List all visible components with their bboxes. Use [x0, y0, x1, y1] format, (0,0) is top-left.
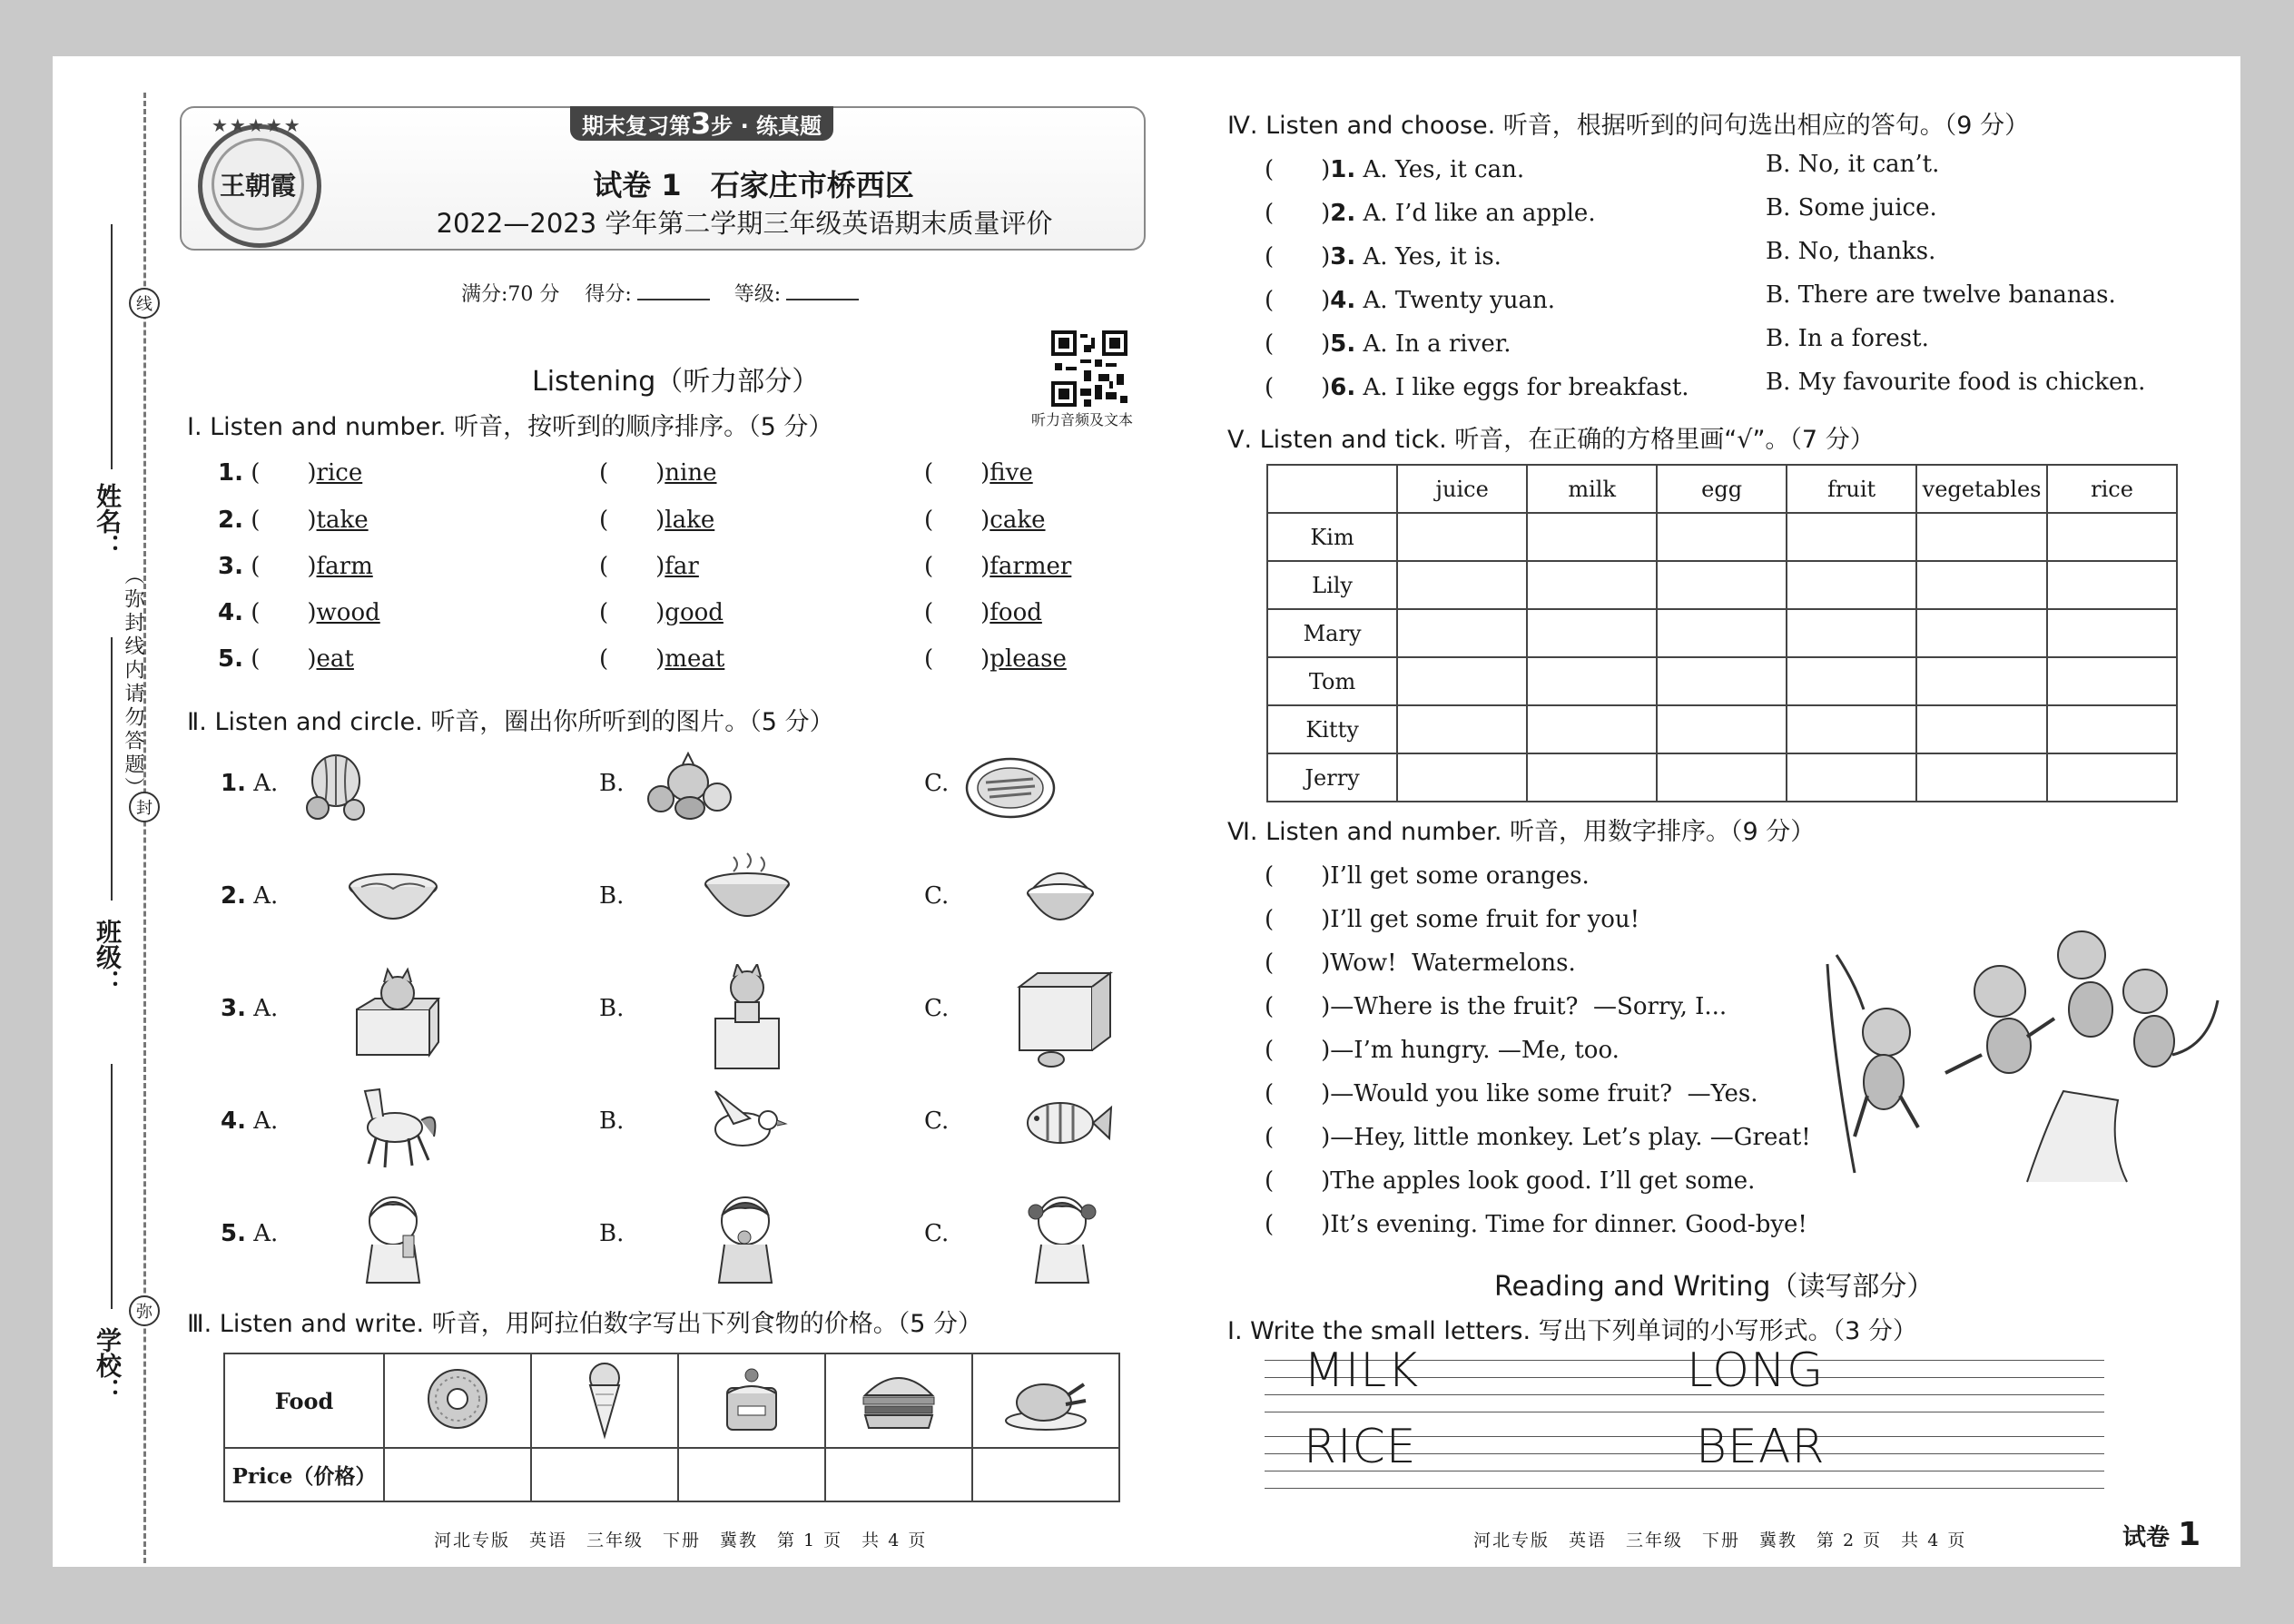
- tick-col-egg: egg: [1657, 465, 1787, 513]
- brand-logo: ★★★★★ 王朝霞: [198, 124, 321, 248]
- s1-row-4-b: ( )good: [599, 599, 724, 626]
- name-label: 姓名：: [93, 483, 123, 559]
- tick-cell[interactable]: [1657, 657, 1787, 705]
- vegetables-icon[interactable]: [634, 746, 752, 828]
- s1-row-4-c: ( )food: [924, 599, 1042, 626]
- qr-caption: 听力音频及文本: [1031, 411, 1134, 428]
- s1-row-3-c: ( )farmer: [924, 553, 1072, 580]
- s2-row-4-a-label: 4. A.: [221, 1107, 279, 1135]
- tick-row-mary: Mary: [1267, 609, 1397, 657]
- tick-cell[interactable]: [1397, 657, 1527, 705]
- ice-cream-cell: [531, 1353, 678, 1448]
- s2-row-1-b-label: B.: [599, 770, 625, 797]
- s4-row-2: ( )2. A. I’d like an apple.: [1265, 200, 1596, 227]
- tick-col-rice: rice: [2047, 465, 2177, 513]
- meat-plate-icon[interactable]: [960, 746, 1060, 828]
- fish-icon[interactable]: [1015, 1082, 1115, 1164]
- box-icon[interactable]: [1015, 964, 1115, 1073]
- tick-cell[interactable]: [1787, 657, 1916, 705]
- s1-row-5: 5. ( )eat: [218, 645, 354, 673]
- donut-cell: [384, 1353, 531, 1448]
- horse-icon[interactable]: [345, 1073, 445, 1173]
- cat-in-box-icon[interactable]: [348, 964, 448, 1064]
- ice-cream-icon: [577, 1358, 632, 1440]
- s6-line-7: ( )—Hey, little monkey. Let’s play. —Great!: [1265, 1124, 1811, 1151]
- bird-icon[interactable]: [697, 1082, 788, 1164]
- tick-cell[interactable]: [1527, 705, 1657, 753]
- class-label: 班级：: [93, 919, 123, 995]
- rw-section-1-title: Ⅰ. Write the small letters. 写出下列单词的小写形式。（3 分）: [1227, 1317, 1917, 1345]
- price-input-3[interactable]: [678, 1448, 825, 1501]
- tick-col-milk: milk: [1527, 465, 1657, 513]
- s6-line-6: ( )—Would you like some fruit? —Yes.: [1265, 1080, 1758, 1107]
- word-bear: BEAR: [1696, 1420, 1826, 1474]
- s2-row-3-b-label: B.: [599, 995, 625, 1022]
- tick-cell[interactable]: [1527, 561, 1657, 609]
- tick-cell[interactable]: [1916, 753, 2047, 802]
- tick-cell[interactable]: [2047, 609, 2177, 657]
- paper-number: 试卷 1: [2122, 1516, 2201, 1553]
- watermelon-fruit-icon[interactable]: [298, 746, 379, 828]
- tick-cell[interactable]: [1916, 705, 2047, 753]
- word-rice: RICE: [1304, 1420, 1417, 1474]
- s6-line-1: ( )I’ll get some oranges.: [1265, 862, 1590, 890]
- chicken-cell: [972, 1353, 1119, 1448]
- binding-mark-seal: 封: [129, 792, 160, 822]
- s4-row-5: ( )5. A. In a river.: [1265, 330, 1511, 358]
- s2-row-4-b-label: B.: [599, 1107, 625, 1135]
- noodles-bowl-icon[interactable]: [343, 860, 443, 941]
- exam-title: 试卷 1 石家庄市桥西区: [593, 168, 914, 202]
- soup-bowl-icon[interactable]: [697, 848, 797, 939]
- donut-icon: [421, 1363, 494, 1435]
- s2-row-5-b-label: B.: [599, 1220, 625, 1247]
- binding-mark-mi: 弥: [129, 1295, 160, 1326]
- tick-cell[interactable]: [1527, 753, 1657, 802]
- tick-cell[interactable]: [1397, 753, 1527, 802]
- s2-row-2-a-label: 2. A.: [221, 882, 279, 910]
- price-input-4[interactable]: [825, 1448, 972, 1501]
- tick-cell[interactable]: [1527, 657, 1657, 705]
- tick-row-kim: Kim: [1267, 513, 1397, 561]
- tick-cell[interactable]: [2047, 513, 2177, 561]
- tick-row-lily: Lily: [1267, 561, 1397, 609]
- tick-corner: [1267, 465, 1397, 513]
- price-table: [223, 1353, 1120, 1502]
- footer-right: 河北专版 英语 三年级 下册 冀教 第 2 页 共 4 页: [1473, 1530, 1967, 1550]
- price-input-5[interactable]: [972, 1448, 1119, 1501]
- qr-code-icon[interactable]: [1051, 330, 1127, 407]
- tick-cell[interactable]: [2047, 657, 2177, 705]
- s2-row-1-a-label: 1. A.: [221, 770, 279, 797]
- s1-row-4: 4. ( )wood: [218, 599, 380, 626]
- s4-row-6: ( )6. A. I like eggs for breakfast.: [1265, 374, 1689, 401]
- reading-writing-title: Reading and Writing（读写部分）: [1494, 1271, 1935, 1303]
- class-line[interactable]: [111, 637, 113, 901]
- tick-cell[interactable]: [1527, 513, 1657, 561]
- s4-row-4-b: B. There are twelve bananas.: [1766, 281, 2116, 309]
- s6-line-4: ( )—Where is the fruit? —Sorry, I...: [1265, 993, 1728, 1020]
- s6-line-9: ( )It’s evening. Time for dinner. Good-bye!: [1265, 1211, 1807, 1238]
- s1-row-2: 2. ( )take: [218, 507, 369, 534]
- section-4-title: Ⅳ. Listen and choose. 听音，根据听到的问句选出相应的答句。（9 分）: [1227, 112, 2030, 140]
- school-label: 学校：: [93, 1327, 123, 1403]
- tick-cell[interactable]: [1916, 609, 2047, 657]
- s2-row-1-c-label: C.: [924, 770, 950, 797]
- s2-row-5-a-label: 5. A.: [221, 1220, 279, 1247]
- s1-row-3: 3. ( )farm: [218, 553, 373, 580]
- s4-row-3-b: B. No, thanks.: [1766, 238, 1936, 265]
- s1-row-5-b: ( )meat: [599, 645, 725, 673]
- s2-row-5-c-label: C.: [924, 1220, 950, 1247]
- exam-subtitle: 2022—2023 学年第二学期三年级英语期末质量评价: [436, 208, 1053, 239]
- section-1-title: Ⅰ. Listen and number. 听音，按听到的顺序排序。（5 分）: [187, 413, 833, 441]
- s4-row-2-b: B. Some juice.: [1766, 194, 1937, 221]
- s4-row-1: ( )1. A. Yes, it can.: [1265, 156, 1525, 183]
- tick-cell[interactable]: [1657, 513, 1787, 561]
- tick-cell[interactable]: [1657, 609, 1787, 657]
- s2-row-4-c-label: C.: [924, 1107, 950, 1135]
- hamburger-cell: [825, 1353, 972, 1448]
- tick-cell[interactable]: [1397, 513, 1527, 561]
- s2-row-3-c-label: C.: [924, 995, 950, 1022]
- food-label: Food: [224, 1353, 384, 1448]
- s4-row-3: ( )3. A. Yes, it is.: [1265, 243, 1501, 271]
- binding-mark-line: 线: [129, 288, 160, 319]
- tick-cell[interactable]: [1787, 753, 1916, 802]
- tick-cell[interactable]: [1916, 513, 2047, 561]
- rice-bowl-icon[interactable]: [1019, 855, 1101, 937]
- tick-cell[interactable]: [2047, 561, 2177, 609]
- s2-row-2-b-label: B.: [599, 882, 625, 910]
- s1-row-5-c: ( )please: [924, 645, 1067, 673]
- review-step-tab: 期末复习第3步 · 练真题: [570, 106, 833, 141]
- cat-on-box-icon[interactable]: [706, 964, 788, 1073]
- word-long: LONG: [1687, 1343, 1825, 1398]
- price-input-1[interactable]: [384, 1448, 531, 1501]
- tick-cell[interactable]: [2047, 753, 2177, 802]
- s2-row-2-c-label: C.: [924, 882, 950, 910]
- price-input-2[interactable]: [531, 1448, 678, 1501]
- s6-line-8: ( )The apples look good. I’ll get some.: [1265, 1167, 1756, 1195]
- s4-row-6-b: B. My favourite food is chicken.: [1766, 369, 2146, 396]
- cake-cell: [678, 1353, 825, 1448]
- s4-row-1-b: B. No, it can’t.: [1766, 151, 1940, 178]
- binding-hint: （弥封线内请勿答题）: [122, 565, 144, 801]
- section-2-title: Ⅱ. Listen and circle. 听音，圈出你所听到的图片。（5 分）: [187, 708, 834, 736]
- listening-title: Listening（听力部分）: [532, 366, 820, 398]
- tick-cell[interactable]: [1397, 705, 1527, 753]
- s4-row-4: ( )4. A. Twenty yuan.: [1265, 287, 1555, 314]
- s1-row-3-b: ( )far: [599, 553, 699, 580]
- section-5-title: Ⅴ. Listen and tick. 听音，在正确的方格里画“√”。（7 分）: [1227, 426, 1875, 454]
- s1-row-1: 1. ( )rice: [218, 459, 363, 487]
- footer-left: 河北专版 英语 三年级 下册 冀教 第 1 页 共 4 页: [434, 1530, 928, 1550]
- tick-col-fruit: fruit: [1787, 465, 1916, 513]
- school-line[interactable]: [111, 1064, 113, 1309]
- tick-col-vegetables: vegetables: [1916, 465, 2047, 513]
- section-6-title: Ⅵ. Listen and number. 听音，用数字排序。（9 分）: [1227, 818, 1816, 846]
- hamburger-icon: [860, 1364, 938, 1433]
- tick-cell[interactable]: [1916, 561, 2047, 609]
- price-label: Price（价格）: [224, 1448, 384, 1501]
- s6-line-5: ( )—I’m hungry. —Me, too.: [1265, 1037, 1620, 1064]
- tick-cell[interactable]: [2047, 705, 2177, 753]
- tick-col-juice: juice: [1397, 465, 1527, 513]
- s1-row-1-c: ( )five: [924, 459, 1033, 487]
- s1-row-1-b: ( )nine: [599, 459, 717, 487]
- tick-cell[interactable]: [1397, 561, 1527, 609]
- tick-row-tom: Tom: [1267, 657, 1397, 705]
- s2-row-3-a-label: 3. A.: [221, 995, 279, 1022]
- section-3-title: Ⅲ. Listen and write. 听音，用阿拉伯数字写出下列食物的价格。（5 分）: [187, 1310, 982, 1338]
- girl-with-drink-icon[interactable]: [1019, 1186, 1106, 1286]
- tick-cell[interactable]: [1787, 513, 1916, 561]
- exam-header: [180, 106, 1146, 251]
- s6-line-3: ( )Wow! Watermelons.: [1265, 950, 1576, 977]
- tick-cell[interactable]: [1397, 609, 1527, 657]
- tick-table: [1266, 464, 2178, 802]
- score-line: 满分:70 分 得分: 等级:: [461, 279, 864, 307]
- grade-blank[interactable]: [786, 299, 859, 300]
- s6-line-2: ( )I’ll get some fruit for you!: [1265, 906, 1640, 933]
- tick-cell[interactable]: [1657, 561, 1787, 609]
- tick-cell[interactable]: [1916, 657, 2047, 705]
- tick-row-jerry: Jerry: [1267, 753, 1397, 802]
- tick-cell[interactable]: [1787, 561, 1916, 609]
- score-blank[interactable]: [637, 299, 710, 300]
- s4-row-5-b: B. In a forest.: [1766, 325, 1929, 352]
- monkeys-illustration: [1818, 910, 2227, 1191]
- tick-cell[interactable]: [1657, 753, 1787, 802]
- word-milk: MILK: [1304, 1343, 1420, 1398]
- tick-row-kitty: Kitty: [1267, 705, 1397, 753]
- girl-drinking-icon[interactable]: [352, 1186, 434, 1286]
- tick-cell[interactable]: [1787, 609, 1916, 657]
- cake-icon: [720, 1361, 783, 1437]
- tick-cell[interactable]: [1657, 705, 1787, 753]
- tick-cell[interactable]: [1787, 705, 1916, 753]
- tick-cell[interactable]: [1527, 609, 1657, 657]
- roast-chicken-icon: [1002, 1364, 1089, 1433]
- boy-eating-icon[interactable]: [704, 1186, 786, 1286]
- s1-row-2-b: ( )lake: [599, 507, 715, 534]
- s1-row-2-c: ( )cake: [924, 507, 1046, 534]
- exam-sheet: [53, 56, 2240, 1567]
- name-line[interactable]: [111, 224, 113, 469]
